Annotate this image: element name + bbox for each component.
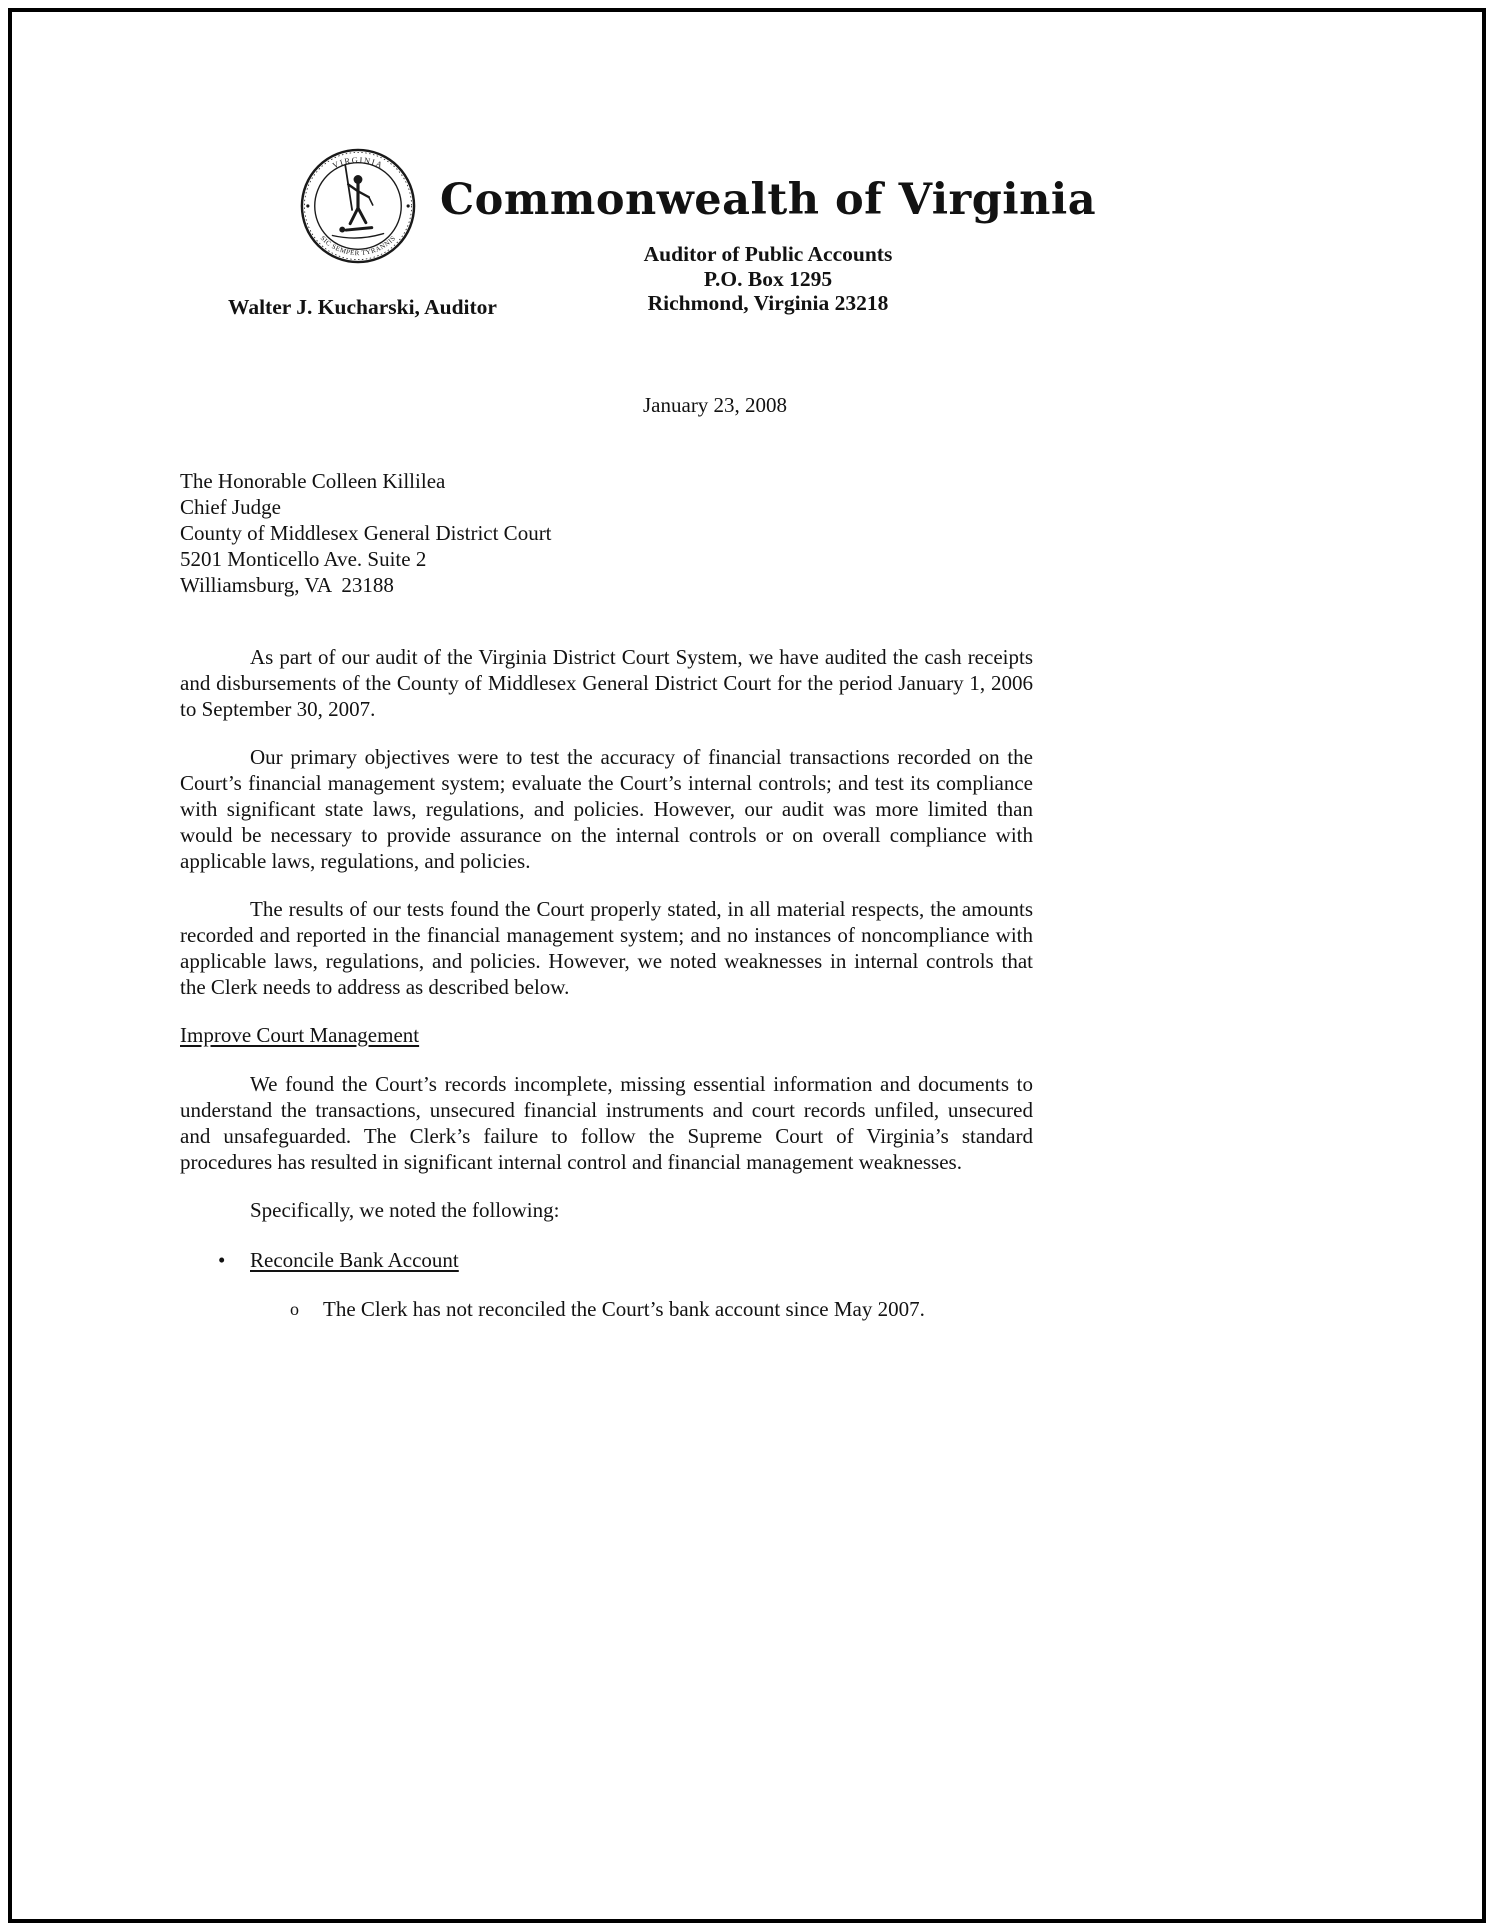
letter-paragraph-4: We found the Court’s records incomplete, missing essential information and documents to understand the transactions, unsecured financial instruments and court records unfiled, unsecured and unsafeguarded. The Clerk’s failure to follow the Supreme Court of Virginia’s standard procedures has resulted in significant internal control and financial management weaknesses. xyxy=(180,1072,1033,1174)
recipient-name: The Honorable Colleen Killilea xyxy=(180,469,446,493)
letterhead xyxy=(438,176,1098,316)
finding-detail-row xyxy=(180,1296,1033,1322)
seal-virtus-figure xyxy=(332,165,383,238)
lead-in-line: Specifically, we noted the following: xyxy=(250,1198,560,1222)
letter-paragraph-1: As part of our audit of the Virginia District Court System, we have audited the cash receipts and disbursements of the County of Middlesex General District Court for the period January 1, 2006 to September 30, 2007. xyxy=(180,645,1033,721)
finding-bullet-row xyxy=(180,1247,1033,1273)
office-line-po-box: P.O. Box 1295 xyxy=(703,266,833,291)
office-line-city: Richmond, Virginia 23218 xyxy=(647,291,889,315)
recipient-court: County of Middlesex General District Court xyxy=(180,521,552,545)
recipient-street: 5201 Monticello Ave. Suite 2 xyxy=(180,547,427,571)
virginia-seal-icon xyxy=(299,147,417,265)
svg-text:VIRGINIA xyxy=(331,156,385,171)
seal-top-text: VIRGINIA xyxy=(331,155,385,171)
letter-paragraph-2: Our primary objectives were to test the accuracy of financial transactions recorded on the Court’s financial management system; evaluate the Court’s internal controls; and test its compliance with significant state laws, regulations, and policies. However, our audit was more limited than would be necessary to provide assurance on the internal controls or on overall compliance with applicable laws, regulations, and policies. xyxy=(180,745,1033,873)
letterhead-title: Commonwealth of Virginia xyxy=(439,175,1097,225)
recipient-address xyxy=(180,468,1033,598)
letter-date: January 23, 2008 xyxy=(643,393,788,417)
auditor-name: Walter J. Kucharski, Auditor xyxy=(228,295,497,319)
seal-bottom-text: SIC SEMPER TYRANNIS xyxy=(318,234,398,258)
sub-bullet-circle-icon: o xyxy=(290,1299,299,1319)
section-heading-improve-court-management: Improve Court Management xyxy=(180,1023,420,1047)
letter-body xyxy=(180,392,1033,1322)
letter-paragraph-3: The results of our tests found the Court properly stated, in all material respects, the amounts recorded and reported in the financial management system; and no instances of noncompliance with applicable laws, regulations, and policies. However, we noted weaknesses in internal controls that the Clerk needs to address as described below. xyxy=(180,897,1033,999)
recipient-title: Chief Judge xyxy=(180,495,281,519)
finding-title: Reconcile Bank Account xyxy=(250,1248,459,1272)
recipient-city-state-zip: Williamsburg, VA 23188 xyxy=(180,573,394,597)
office-line-department: Auditor of Public Accounts xyxy=(643,242,893,266)
finding-detail: The Clerk has not reconciled the Court’s bank account since May 2007. xyxy=(323,1297,925,1321)
letterhead-address xyxy=(438,242,1098,316)
bullet-dot-icon: • xyxy=(218,1248,226,1272)
